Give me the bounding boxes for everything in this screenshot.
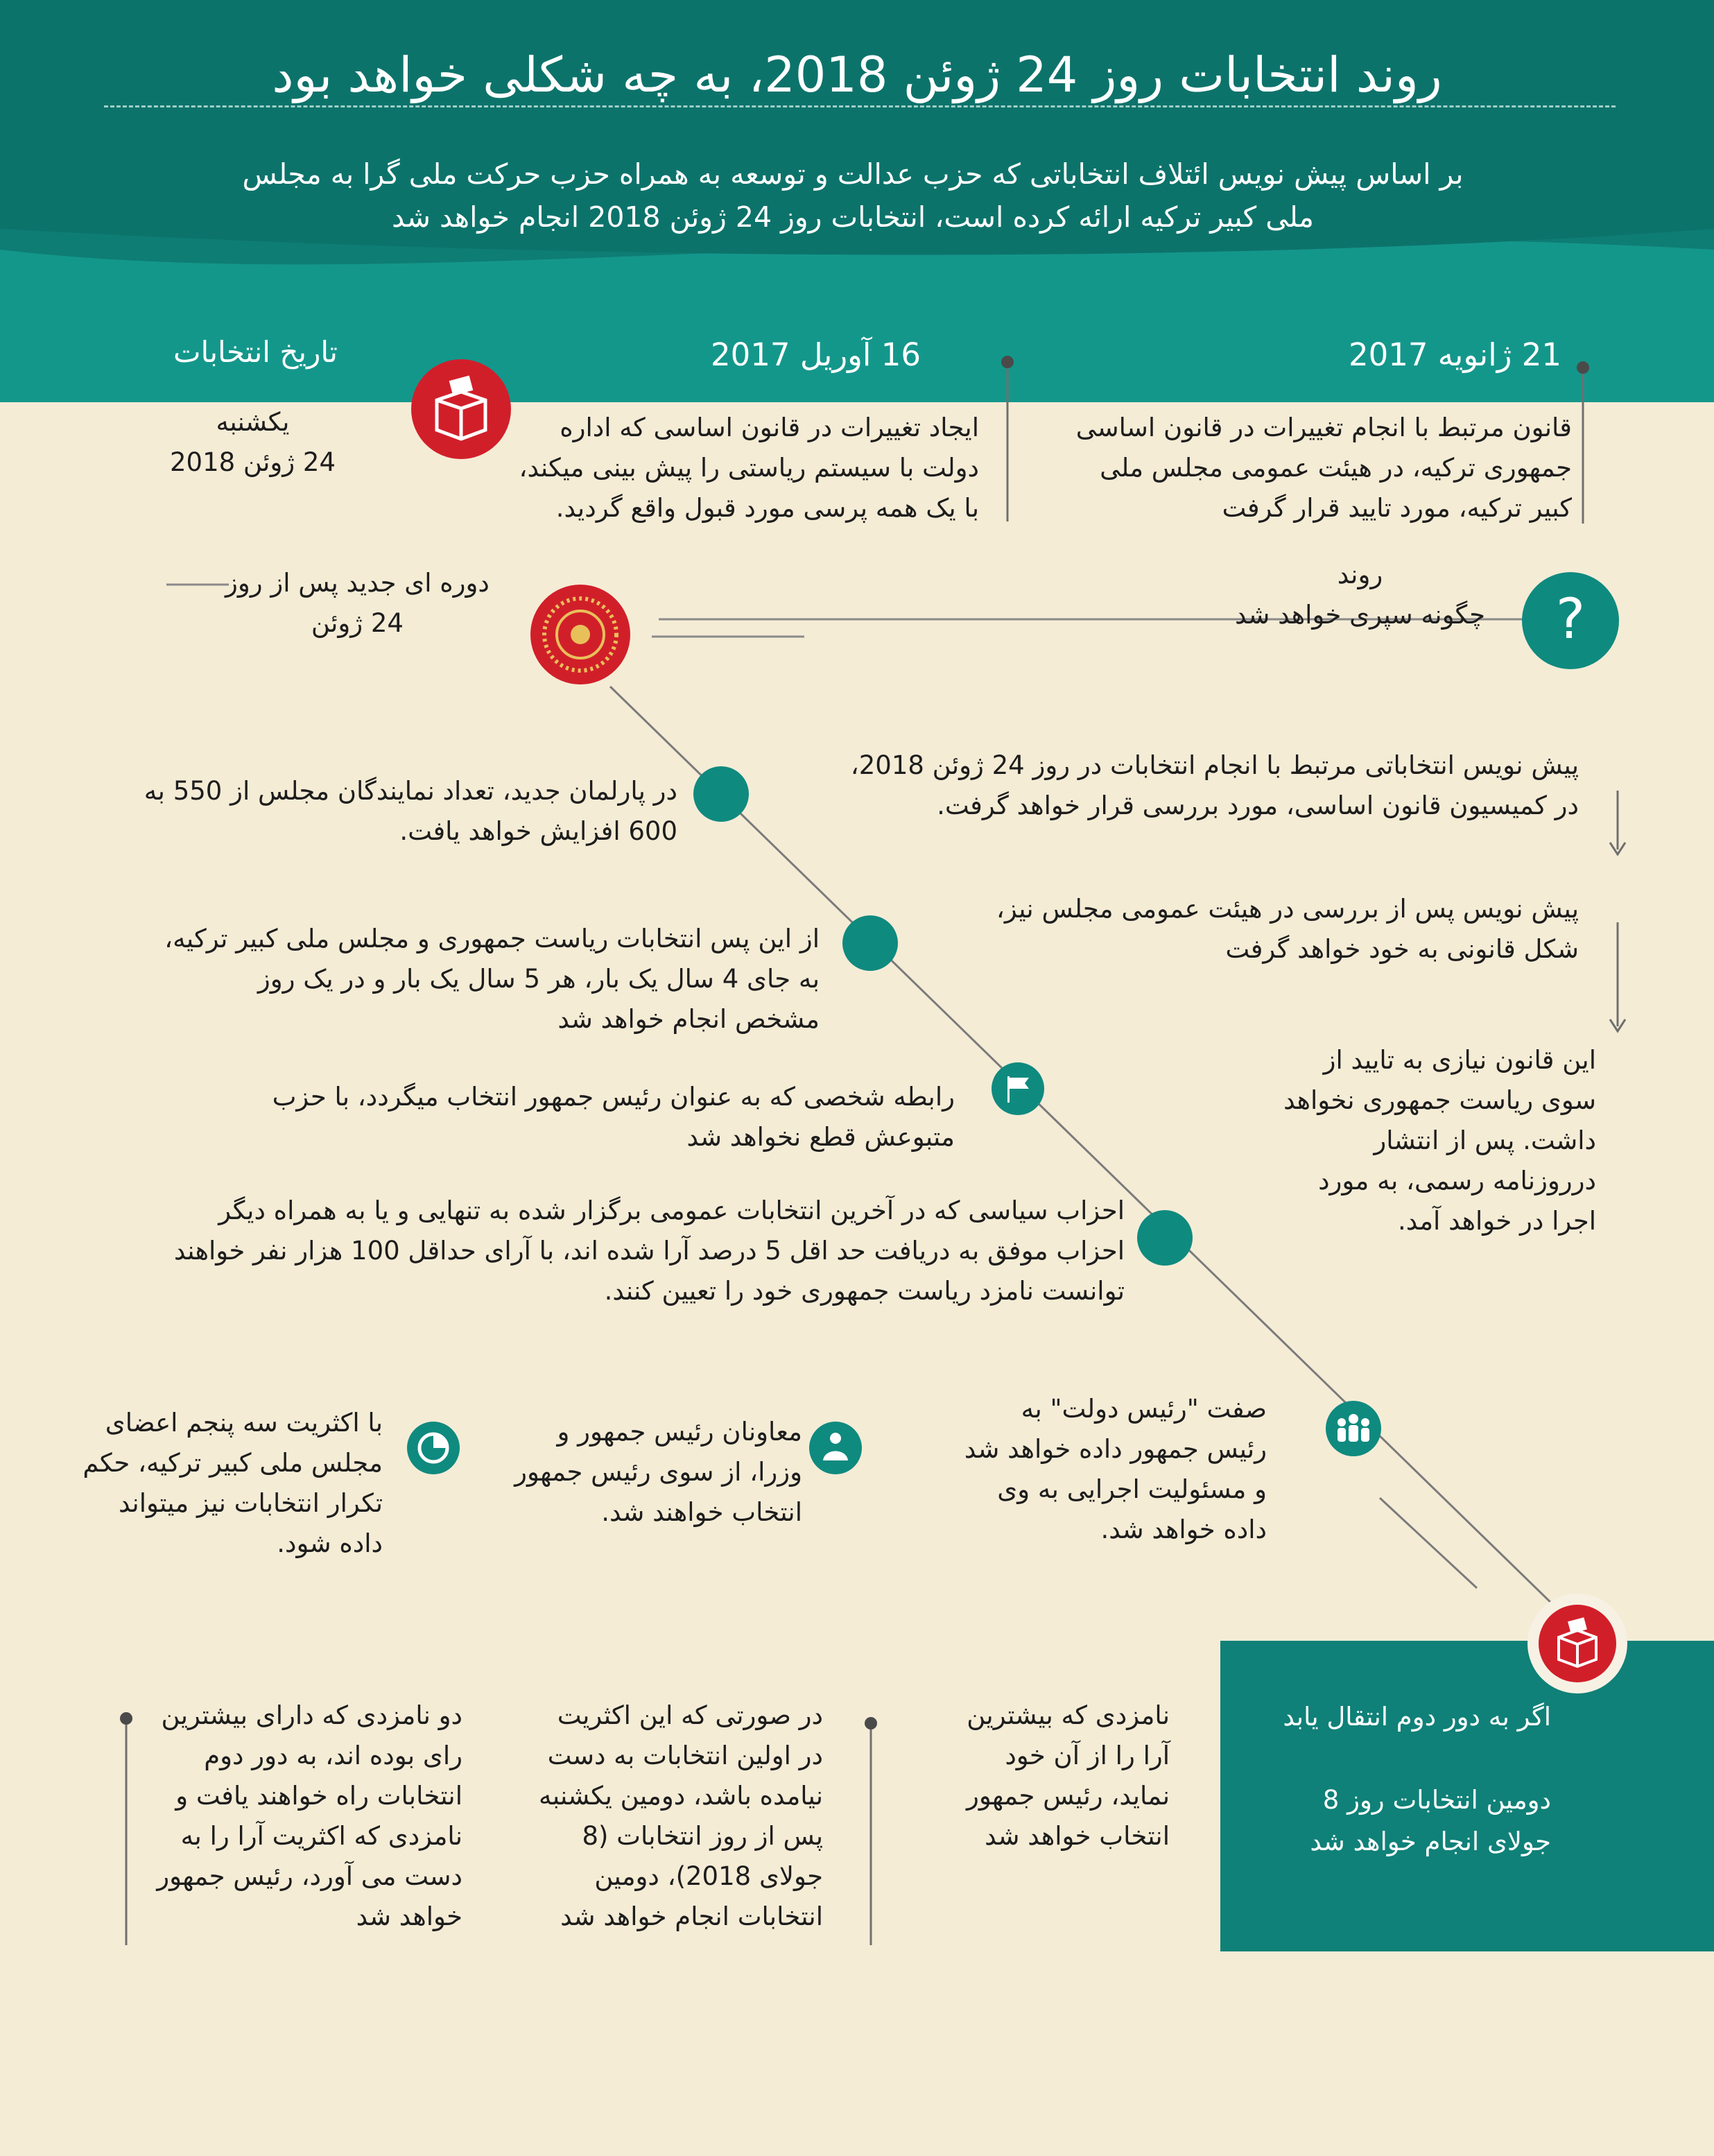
- no-majority-item: در صورتی که این اکثریت در اولین انتخابات به دست نیامده باشد، دومین یکشنبه پس از روز انتخابات (8 جولای 2018)، دومین انتخابات انجام خواهد شد: [539, 1700, 823, 1931]
- subtitle-line: ملی کبیر ترکیه ارائه کرده است، انتخابات روز 24 ژوئن 2018 انجام خواهد شد: [392, 200, 1314, 234]
- repeat-election-item: با اکثریت سه پنجم اعضای مجلس ملی کبیر ترکیه، حکم تکرار انتخابات نیز میتواند داده شود.: [83, 1408, 383, 1558]
- new-era-label: دوره ای جدید پس از روز 24 ژوئن: [225, 568, 490, 638]
- step-official-gazette: این قانون نیازی به تایید از سوی ریاست جمهوری نخواهد داشت. پس از انتشار درروزنامه رسمی، به مورد اجرا در خواهد آمد.: [1283, 1045, 1596, 1236]
- runoff-candidates-item: دو نامزدی که دارای بیشترین رای بوده اند، به دور دوم انتخابات راه خواهند یافت و نامزدی که اکثریت آرا را به دست می آورد، رئیس جمهور خواهد شد: [157, 1700, 462, 1931]
- step-commission-review: پیش نویس انتخاباتی مرتبط با انجام انتخابات در روز 24 ژوئن 2018، در کمیسیون قانون اساسی، مورد بررسی قرار خواهد گرفت.: [850, 750, 1579, 820]
- vice-presidents-item: معاونان رئیس جمهور و وزرا، از سوی رئیس جمهور انتخاب خواهند شد.: [514, 1417, 802, 1527]
- group-icon: [1324, 1399, 1383, 1458]
- ballot-box-icon: [1525, 1592, 1629, 1696]
- timeline-dot: [693, 766, 749, 822]
- pie-chart-icon: [406, 1420, 461, 1476]
- jan-2017-description: قانون مرتبط با انجام تغییرات در قانون اساسی جمهوری ترکیه، در هیئت عمومی مجلس ملی کبیر ترکیه، مورد تایید قرار گرفت: [1075, 413, 1572, 523]
- election-day: یکشنبه 24 ژوئن 2018: [170, 407, 336, 477]
- timeline-dot: [842, 915, 898, 971]
- apr-2017-description: ایجاد تغییرات در قانون اساسی که اداره دولت با سیستم ریاستی را پیش بینی میکند، با یک همه پرسی مورد قبول واقع گردید.: [519, 413, 979, 523]
- parliament-seats-item: در پارلمان جدید، تعداد نمایندگان مجلس از 550 به 600 افزایش خواهد یافت.: [144, 776, 677, 846]
- question-icon: [1518, 569, 1622, 673]
- election-frequency-item: از این پس انتخابات ریاست جمهوری و مجلس ملی کبیر ترکیه، به جای 4 سال یک بار، هر 5 سال یک بار و در یک روز مشخص انجام خواهد شد: [164, 924, 820, 1034]
- second-round-heading: اگر به دور دوم انتقال یابد: [1283, 1702, 1551, 1732]
- presidential-seal-icon: [528, 583, 632, 687]
- ballot-box-icon: [409, 357, 513, 461]
- subtitle-line: بر اساس پیش نویس ائتلاف انتخاباتی که حزب عدالت و توسعه به همراه حزب حرکت ملی گرا به مجلس: [242, 157, 1464, 191]
- party-relationship-item: رابطه شخصی که به عنوان رئیس جمهور انتخاب میگردد، با حزب متبوعش قطع نخواهد شد: [272, 1082, 955, 1152]
- page-title: روند انتخابات روز 24 ژوئن 2018، به چه شکلی خواهد بود: [272, 46, 1442, 103]
- election-date-label: تاریخ انتخابات: [173, 335, 338, 369]
- svg-text:?: ?: [1555, 587, 1586, 651]
- date-jan-2017: 21 ژانویه 2017: [1348, 336, 1561, 373]
- flag-icon: [990, 1061, 1046, 1116]
- second-round-box: [1220, 1641, 1714, 1951]
- second-round-date: دومین انتخابات روز 8 جولای انجام خواهد شد: [1310, 1785, 1551, 1856]
- date-apr-2017: 16 آوریل 2017: [711, 336, 921, 373]
- timeline-dot: [1137, 1210, 1193, 1266]
- head-of-state-item: صفت "رئیس دولت" به رئیس جمهور داده خواهد شد و مسئولیت اجرایی به وی داده خواهد شد.: [964, 1394, 1267, 1544]
- process-label: روند چگونه سپری خواهد شد: [1234, 560, 1485, 630]
- step-general-assembly: پیش نویس پس از بررسی در هیئت عمومی مجلس نیز، شکل قانونی به خود خواهد گرفت: [996, 894, 1579, 964]
- person-icon: [808, 1420, 863, 1476]
- winner-candidate-item: نامزدی که بیشترین آرا را از آن خود نماید، رئیس جمهور انتخاب خواهد شد: [967, 1700, 1170, 1851]
- candidate-nomination-item: احزاب سیاسی که در آخرین انتخابات عمومی برگزار شده به تنهایی و یا به همراه دیگر احزاب موفق به دریافت حد اقل 5 درصد آرا شده اند، با آرای حداقل 100 هزار نفر خواهند توانست نامزد ریاست جمهوری خود را تعیین کنند.: [173, 1196, 1125, 1306]
